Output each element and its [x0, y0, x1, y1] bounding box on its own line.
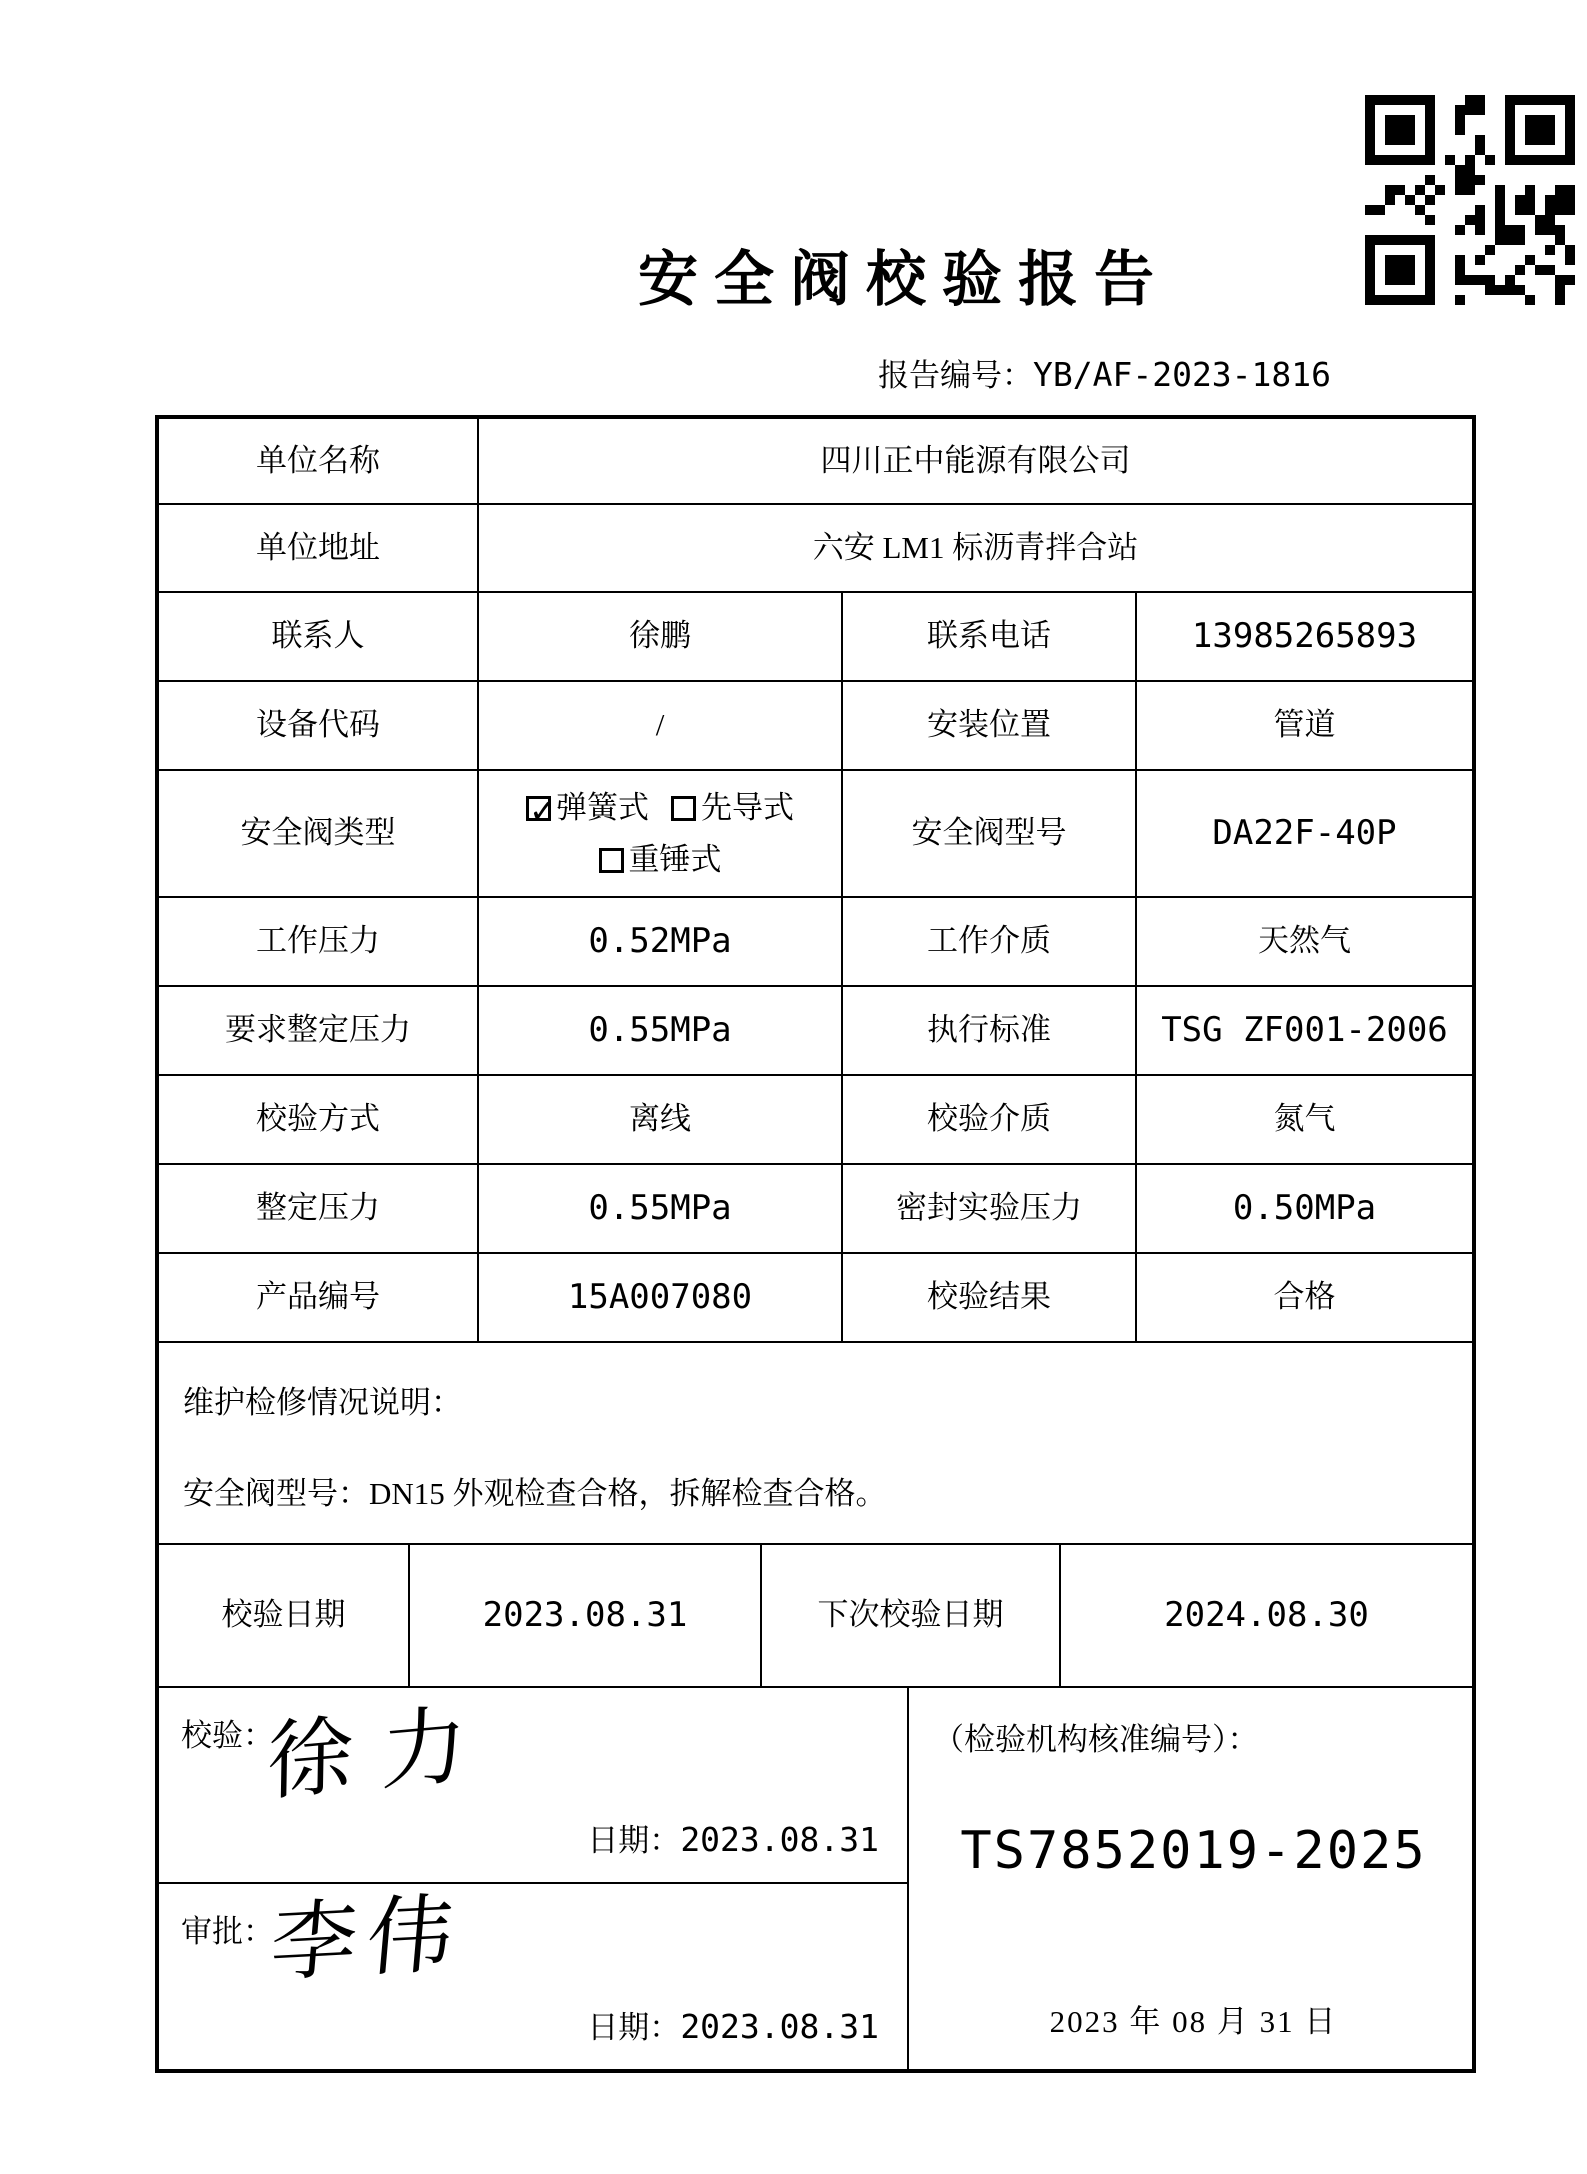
- valve-type-options: [479, 771, 843, 898]
- option-label: 重锤式: [628, 841, 722, 877]
- report-number: [878, 350, 1331, 395]
- date-value: 2023.08.31: [680, 1820, 879, 1859]
- standard-label: 执行标准: [843, 987, 1137, 1076]
- equipment-code-value: /: [479, 682, 843, 771]
- unit-name-label: 单位名称: [159, 419, 479, 505]
- report-table: [155, 415, 1476, 2073]
- qr-code-icon: [1365, 95, 1575, 305]
- working-pressure-text: 0.52MPa: [588, 920, 732, 961]
- table-row: [159, 987, 1472, 1076]
- valve-type-option-spring: [526, 790, 649, 825]
- table-row: [159, 682, 1472, 771]
- standard-value: [1137, 987, 1472, 1076]
- calibration-date-label: 校验日期: [159, 1545, 410, 1688]
- table-row: [159, 419, 1472, 505]
- checkbox-checked-icon: [526, 796, 551, 821]
- table-row: [159, 1545, 1472, 1688]
- phone-number: 13985265893: [1191, 615, 1418, 656]
- working-medium-value: 天然气: [1137, 898, 1472, 987]
- agency-cell: [909, 1688, 1472, 2069]
- set-pressure-value: [479, 1165, 843, 1254]
- next-calibration-date-text: 2024.08.30: [1164, 1594, 1369, 1635]
- calibration-medium-value: 氮气: [1137, 1076, 1472, 1165]
- agency-date: 2023 年 08 月 31 日: [1049, 2004, 1338, 2039]
- calibrator-date: [587, 1815, 879, 1860]
- valve-type-option-weight: [599, 842, 722, 877]
- unit-address-value: 六安 LM1 标沥青拌合站: [479, 505, 1472, 593]
- contact-label: 联系人: [159, 593, 479, 682]
- agency-approval-number: TS7852019-2025: [960, 1821, 1427, 1881]
- agency-label: （检验机构核准编号）：: [933, 1722, 1259, 1757]
- checkbox-unchecked-icon: [671, 796, 696, 821]
- maintenance-note: [159, 1343, 1472, 1545]
- signoff-section: [159, 1688, 1472, 2069]
- next-calibration-date-value: [1061, 1545, 1472, 1688]
- calibration-method-value: 离线: [479, 1076, 843, 1165]
- page-title: 安全阀校验报告: [638, 247, 1170, 313]
- table-row: [159, 505, 1472, 593]
- report-number-value: YB/AF-2023-1816: [1033, 355, 1332, 394]
- required-set-pressure-label: 要求整定压力: [159, 987, 479, 1076]
- working-medium-label: 工作介质: [843, 898, 1137, 987]
- option-label: 弹簧式: [556, 789, 649, 825]
- working-pressure-value: [479, 898, 843, 987]
- option-label: 先导式: [701, 789, 794, 825]
- contact-value: 徐鹏: [479, 593, 843, 682]
- table-row: [159, 1254, 1472, 1343]
- calibration-medium-label: 校验介质: [843, 1076, 1137, 1165]
- calibration-date-text: 2023.08.31: [482, 1594, 688, 1635]
- seal-test-pressure-value: [1137, 1165, 1472, 1254]
- table-row: [159, 1076, 1472, 1165]
- date-label: 日期：: [587, 2010, 681, 2045]
- table-row: [159, 771, 1472, 898]
- maintenance-heading: 维护检修情况说明：: [183, 1385, 462, 1420]
- calibrator-cell: [159, 1688, 907, 1884]
- result-label: 校验结果: [843, 1254, 1137, 1343]
- date-label: 日期：: [587, 1823, 681, 1858]
- approver-date: [587, 2002, 879, 2047]
- approver-label: 审批：: [181, 1914, 274, 1949]
- next-calibration-date-label: 下次校验日期: [762, 1545, 1061, 1688]
- valve-model-text: DA22F-40P: [1212, 812, 1397, 853]
- required-set-pressure-value: [479, 987, 843, 1076]
- calibrator-label: 校验：: [181, 1718, 274, 1753]
- install-location-value: 管道: [1137, 682, 1472, 771]
- table-row: [159, 898, 1472, 987]
- set-pressure-text: 0.55MPa: [588, 1187, 732, 1228]
- required-set-pressure-text: 0.55MPa: [588, 1009, 732, 1050]
- maintenance-text: 安全阀型号：DN15 外观检查合格，拆解检查合格。: [183, 1476, 887, 1511]
- table-row: [159, 1165, 1472, 1254]
- result-value: 合格: [1137, 1254, 1472, 1343]
- phone-value: [1137, 593, 1472, 682]
- checkbox-unchecked-icon: [599, 848, 624, 873]
- equipment-code-label: 设备代码: [159, 682, 479, 771]
- set-pressure-label: 整定压力: [159, 1165, 479, 1254]
- signature-column: [159, 1688, 909, 2069]
- calibration-date-value: [410, 1545, 762, 1688]
- valve-type-option-pilot: [671, 790, 794, 825]
- product-no-text: 15A007080: [567, 1276, 753, 1317]
- seal-test-pressure-text: 0.50MPa: [1232, 1187, 1377, 1228]
- date-value: 2023.08.31: [680, 2007, 879, 2046]
- working-pressure-label: 工作压力: [159, 898, 479, 987]
- valve-type-label: 安全阀类型: [159, 771, 479, 898]
- product-no-value: [479, 1254, 843, 1343]
- valve-model-value: [1137, 771, 1472, 898]
- unit-address-label: 单位地址: [159, 505, 479, 593]
- install-location-label: 安装位置: [843, 682, 1137, 771]
- standard-text: TSG ZF001-2006: [1161, 1009, 1448, 1050]
- table-row: [159, 593, 1472, 682]
- seal-test-pressure-label: 密封实验压力: [843, 1165, 1137, 1254]
- approver-signature: 李伟: [266, 1885, 468, 1993]
- phone-label: 联系电话: [843, 593, 1137, 682]
- calibrator-signature: 徐力: [266, 1694, 496, 1812]
- calibration-method-label: 校验方式: [159, 1076, 479, 1165]
- product-no-label: 产品编号: [159, 1254, 479, 1343]
- approver-cell: [159, 1884, 907, 2069]
- valve-model-label: 安全阀型号: [843, 771, 1137, 898]
- report-number-label: 报告编号：: [878, 358, 1033, 393]
- unit-name-value: 四川正中能源有限公司: [479, 419, 1472, 505]
